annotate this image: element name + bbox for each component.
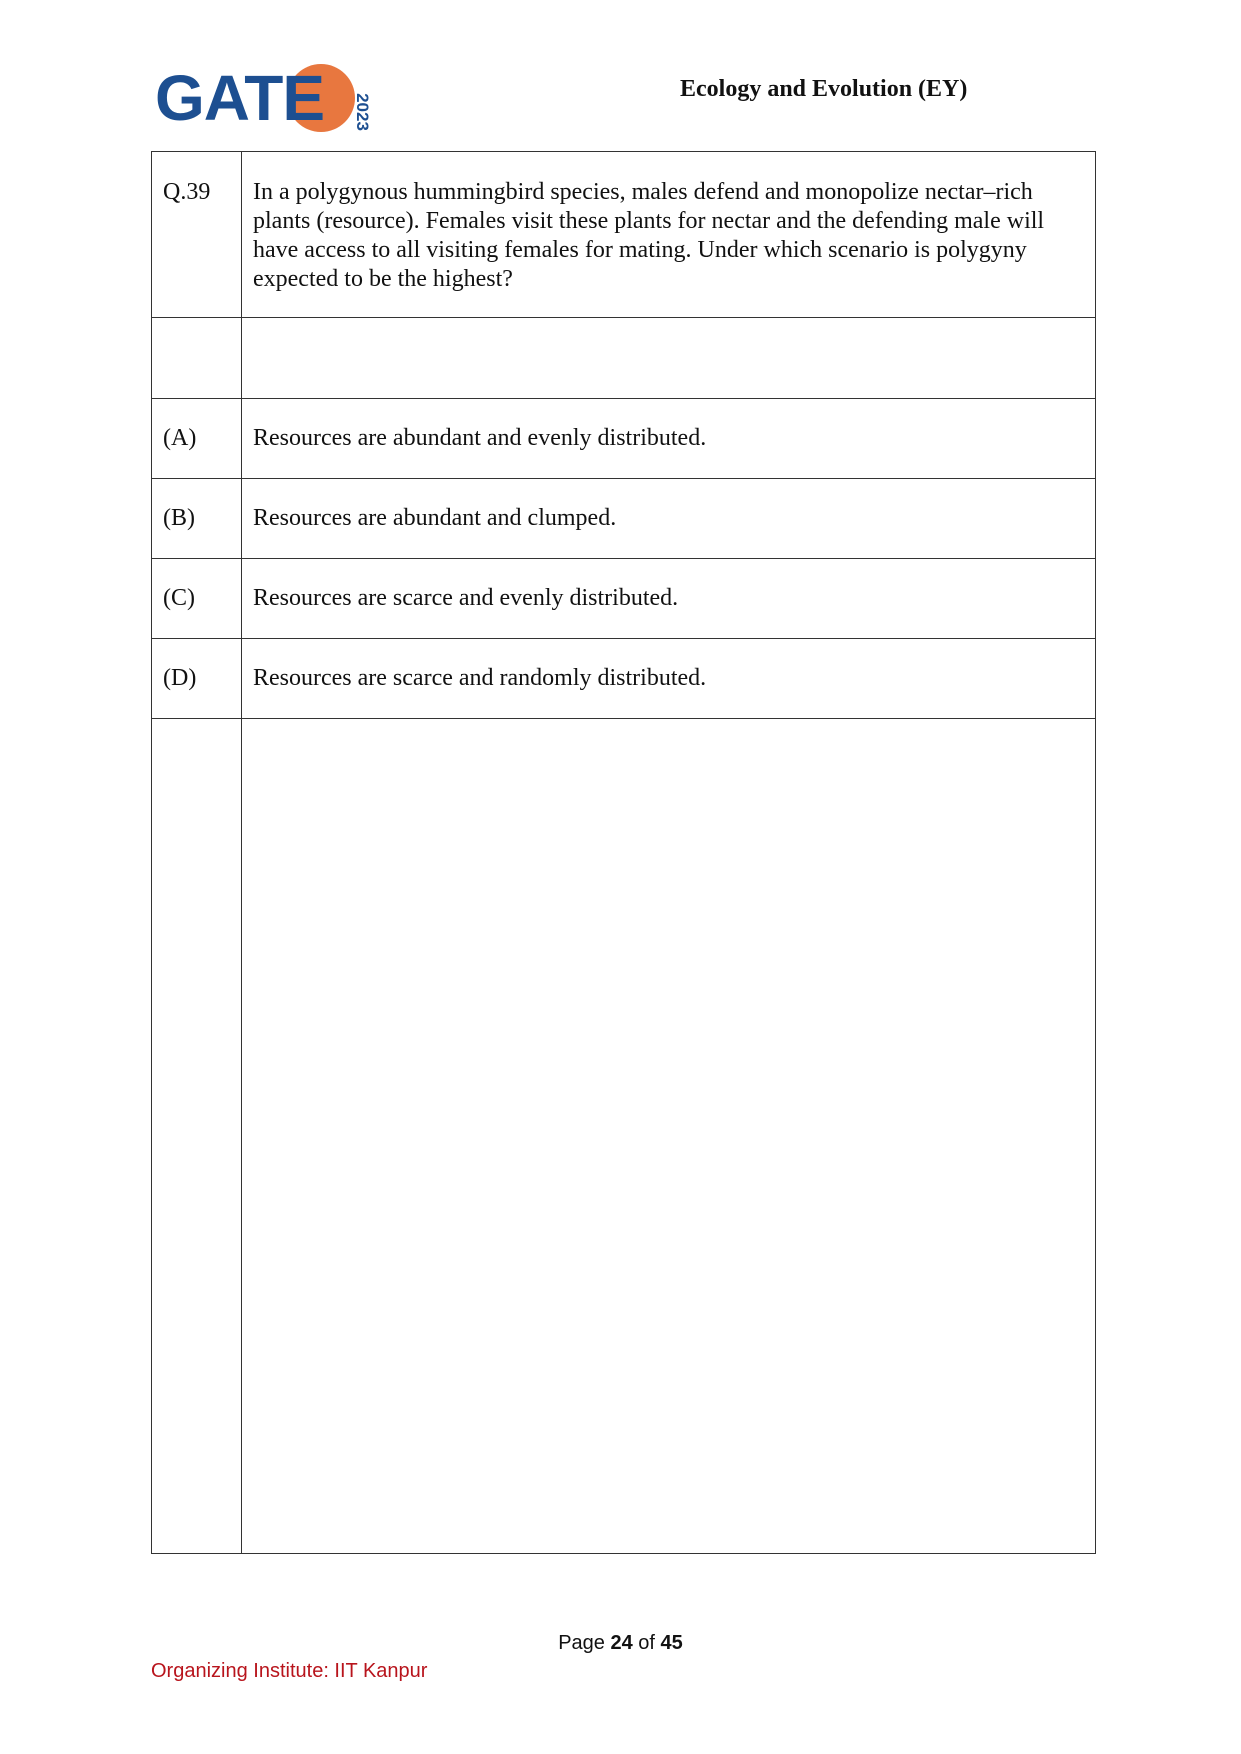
page-number [0,1632,1241,1655]
option-text-c: Resources are scarce and evenly distributed. [242,559,1096,639]
option-text-d: Resources are scarce and randomly distributed. [242,639,1096,719]
page-current: 24 [610,1632,633,1654]
option-text-b: Resources are abundant and clumped. [242,479,1096,559]
option-row-d [152,639,1096,719]
option-row-a [152,399,1096,479]
option-label-c: (C) [152,559,242,639]
page-prefix: Page [558,1632,605,1654]
page-of: of [638,1632,655,1654]
logo-text: GATE [155,62,325,134]
question-text: In a polygynous hummingbird species, males defend and monopolize nectar–rich plants (resource). Females visit these plants for nectar and the defending male will have access to all visiting females for mating. Under which scenario is polygyny expected to be the highest? [253,179,1045,292]
option-text-a: Resources are abundant and evenly distributed. [242,399,1096,479]
question-row [152,152,1096,318]
page-total: 45 [660,1632,683,1654]
option-label-b: (B) [152,479,242,559]
empty-work-area-row [152,719,1096,1554]
option-label-d: (D) [152,639,242,719]
gate-2023-logo [155,60,372,140]
question-number: Q.39 [163,179,211,205]
option-row-b [152,479,1096,559]
option-label-a: (A) [152,399,242,479]
subject-title: Ecology and Evolution (EY) [680,76,968,102]
blank-row [152,318,1096,399]
question-table [151,151,1096,1554]
organizing-institute: Organizing Institute: IIT Kanpur [151,1660,428,1682]
logo-year: 2023 [353,93,372,131]
option-row-c [152,559,1096,639]
